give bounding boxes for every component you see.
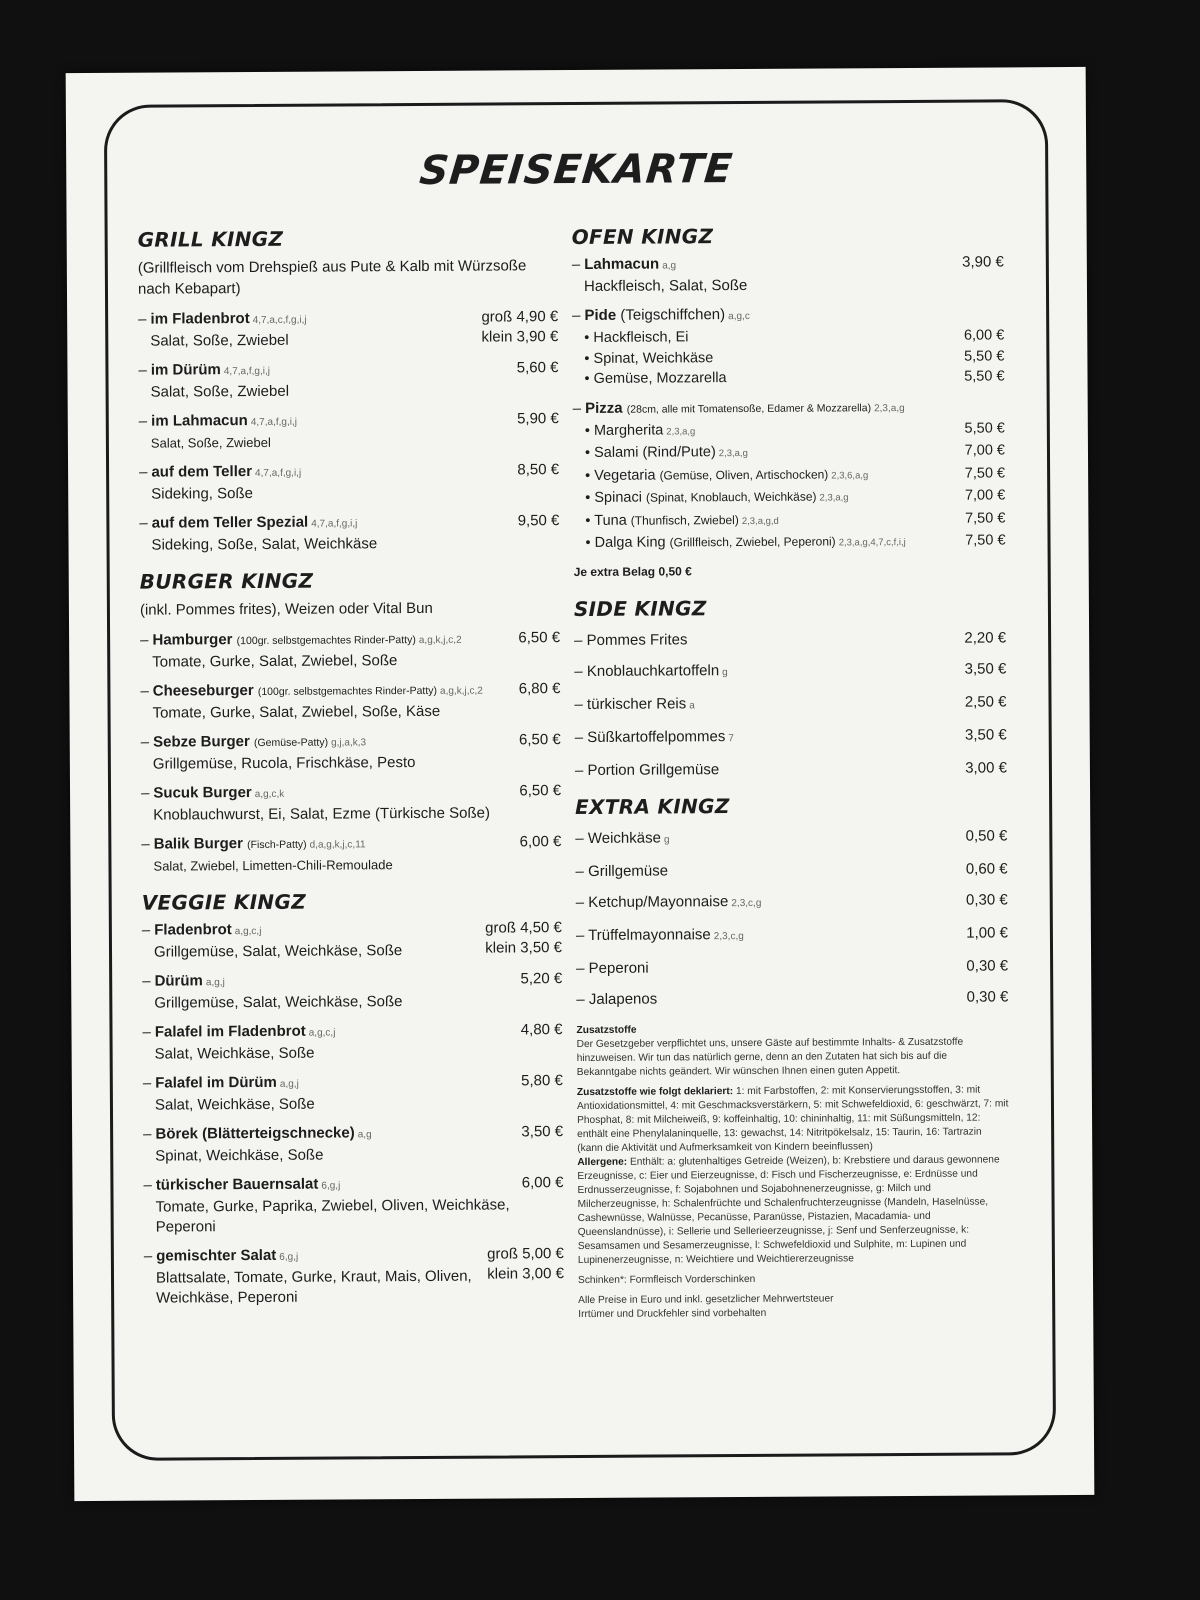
item-price-main: 5,80 €	[521, 1072, 563, 1090]
item-price	[521, 1122, 563, 1142]
sub-item: • Vegetaria (Gemüse, Oliven, Artischocken) 2,3,6,a,g 7,50 €	[573, 463, 1005, 488]
item-price-main: 5,90 €	[516, 410, 559, 428]
item-name: im Lahmacun	[151, 412, 248, 430]
veggie-item	[144, 1244, 564, 1309]
item-desc: Sideking, Soße, Salat, Weichkäse	[151, 535, 378, 554]
item-name: Börek (Blätterteigschnecke)	[155, 1124, 355, 1143]
extra-items	[575, 826, 1008, 1010]
grill-heading: GRILL KINGZ	[137, 226, 284, 252]
grill-item	[139, 511, 559, 556]
sub-item: • Gemüse, Mozzarella 5,50 €	[584, 368, 1005, 387]
item-price: 0,30 €	[966, 987, 1009, 1006]
grill-item-name-line: – im Fladenbrot 4,7,a,c,f,g,i,j	[138, 310, 307, 328]
extra-item: – Trüffelmayonnaise 2,3,c,g 1,00 €	[575, 923, 1008, 944]
item-desc: Salat, Weichkäse, Soße	[154, 1095, 315, 1114]
item-allergens: 7	[728, 732, 734, 744]
item-allergens: g	[722, 666, 728, 678]
item-name: Trüffelmayonnaise	[588, 925, 711, 944]
burger-item	[141, 781, 561, 826]
sub-item-price: 5,50 €	[964, 419, 1005, 437]
side-item: – Pommes Frites 2,20 €	[574, 628, 1007, 649]
item-name: Cheeseburger	[152, 681, 254, 700]
extra-section	[575, 792, 1008, 1010]
item-price	[481, 307, 558, 347]
item-name: Knoblauchkartoffeln	[586, 661, 720, 680]
item-price-main: 6,80 €	[518, 680, 561, 698]
lahmacun-price: 3,90 €	[962, 253, 1004, 271]
item-price-main: 5,20 €	[520, 970, 563, 988]
veggie-section	[142, 888, 565, 1309]
item-name: Sucuk Burger	[153, 784, 252, 802]
extra-item: – Ketchup/Mayonnaise 2,3,c,g 0,30 €	[575, 890, 1008, 911]
item-allergens: a,g,j	[279, 1078, 299, 1090]
extra-belag-note: Je extra Belag 0,50 €	[573, 563, 692, 579]
item-price-main: 5,60 €	[516, 359, 559, 377]
preise-note-1: Alle Preise in Euro und inkl. gesetzlicher Mehrwertsteuer	[578, 1292, 834, 1306]
grill-items	[138, 307, 559, 556]
item-allergens: d,a,g,k,j,c,11	[309, 839, 366, 851]
item-allergens: a,g,j	[205, 977, 225, 989]
item-desc: Tomate, Gurke, Salat, Zwiebel, Soße	[152, 652, 398, 671]
item-name: auf dem Teller Spezial	[151, 513, 309, 532]
item-desc: Tomate, Gurke, Paprika, Zwiebel, Oliven, Weichkäse, Peperoni	[155, 1196, 510, 1236]
menu-frame	[104, 99, 1056, 1461]
burger-item-name-line: – Cheeseburger (100gr. selbstgemachtes Rinder-Patty) a,g,k,j,c,2	[140, 681, 483, 700]
veggie-item	[142, 1020, 562, 1065]
sub-item-price: 6,00 €	[963, 327, 1005, 344]
veggie-item-name-line: – türkischer Bauernsalat 6,g,j	[143, 1175, 341, 1194]
sub-item: • Spinat, Weichkäse 5,50 €	[584, 347, 1005, 367]
sub-item-allergens: 2,3,a,g,4,7,c,f,i,j	[838, 537, 906, 549]
sub-item-note: (Gemüse, Oliven, Artischocken)	[659, 466, 829, 483]
item-allergens: a,g,k,j,c,2	[439, 685, 483, 697]
veggie-item	[143, 1122, 563, 1167]
item-price: 3,50 €	[964, 725, 1007, 744]
veggie-item	[143, 1071, 563, 1116]
grill-subtitle: (Grillfleisch vom Drehspieß aus Pute & Kalb mit Würzsoße nach Kebapart)	[137, 257, 527, 298]
extra-item: – Weichkäse g 0,50 €	[575, 826, 1008, 847]
pide-group: – Pide (Teigschiffchen) a,g,c • Hackfleisch, Ei 6,00 € • Spinat, Weichkäse 5,50 € • Gemüse, Mozzarella 5,50 €	[572, 303, 1005, 389]
sub-item: • Spinaci (Spinat, Knoblauch, Weichkäse) 2,3,a,g 7,00 €	[573, 485, 1005, 510]
item-desc: Salat, Zwiebel, Limetten-Chili-Remoulade	[153, 857, 393, 874]
item-desc: Salat, Weichkäse, Soße	[154, 1044, 315, 1063]
item-desc: Sideking, Soße	[151, 484, 254, 503]
grill-item-name-line: – im Dürüm 4,7,a,f,g,i,j	[138, 361, 271, 379]
item-price-main: 6,50 €	[519, 782, 562, 800]
item-note: (100gr. selbstgemachtes Rinder-Patty)	[257, 684, 438, 698]
sub-item-price: 7,00 €	[964, 487, 1006, 504]
grill-item	[139, 409, 559, 454]
item-desc: Spinat, Weichkäse, Soße	[155, 1146, 324, 1165]
zusatz-text: Der Gesetzgeber verpflichtet uns, unsere Gäste auf bestimmte Inhalts- & Zusatzstoffe hinzuweisen. Wir tun das natürlich gerne, denn an den Zutaten hat sich bis auf die Bekanntgabe nichts geändert. Wir wünschen Ihnen einen guten Appetit.	[576, 1036, 964, 1078]
item-note: (Fisch-Patty)	[247, 838, 307, 852]
sub-item-name: Margherita	[593, 421, 664, 439]
item-name: türkischer Bauernsalat	[155, 1175, 319, 1194]
item-price-small: klein 3,90 €	[481, 328, 559, 346]
grill-section	[138, 225, 560, 556]
grill-item-name-line: – auf dem Teller Spezial 4,7,a,f,g,i,j	[139, 513, 358, 532]
burger-item	[140, 628, 560, 673]
veggie-heading: VEGGIE KINGZ	[141, 889, 307, 915]
item-price	[520, 832, 562, 852]
sub-item-price: 7,00 €	[964, 442, 1006, 459]
item-name: Fladenbrot	[154, 921, 232, 939]
sub-item-name: Tuna	[594, 512, 627, 529]
menu-title: SPEISEKARTE	[417, 146, 736, 194]
item-desc: Salat, Soße, Zwiebel	[150, 434, 271, 451]
item-note: (Gemüse-Patty)	[253, 736, 329, 749]
lahmacun-allergens: a,g	[662, 260, 677, 272]
pizza-note: (28cm, alle mit Tomatensoße, Edamer & Mozzarella)	[626, 401, 872, 416]
veggie-item-name-line: – Fladenbrot a,g,c,j	[141, 921, 262, 939]
pide-note: (Teigschiffchen)	[620, 306, 726, 324]
veggie-item-name-line: – Falafel im Fladenbrot a,g,c,j	[142, 1022, 336, 1041]
sub-item-note: (Spinat, Knoblauch, Weichkäse)	[645, 489, 817, 505]
burger-subtitle: (inkl. Pommes frites), Weizen oder Vital Bun	[139, 599, 433, 619]
item-name: Jalapenos	[588, 990, 658, 1008]
item-name: Portion Grillgemüse	[587, 760, 720, 779]
extra-item: – Grillgemüse 0,60 €	[575, 859, 1008, 880]
lahmacun-name: Lahmacun	[584, 255, 660, 273]
sub-item-note: (Grillfleisch, Zwiebel, Peperoni)	[669, 534, 836, 550]
veggie-item-name-line: – Dürüm a,g,j	[142, 972, 225, 990]
item-allergens: g,j,a,k,3	[331, 737, 367, 749]
fine-print	[576, 1021, 1010, 1322]
item-price	[519, 730, 561, 750]
burger-item-name-line: – Sucuk Burger a,g,c,k	[140, 784, 285, 802]
item-name: auf dem Teller	[151, 462, 253, 481]
item-name: Falafel im Dürüm	[155, 1073, 277, 1092]
sub-item: • Margherita 2,3,a,g 5,50 €	[573, 418, 1005, 443]
item-allergens: a,g,c,j	[234, 925, 262, 938]
item-allergens: a,g,c,j	[308, 1027, 336, 1039]
item-price-main: groß 5,00 €	[487, 1245, 564, 1263]
burger-item-name-line: – Hamburger (100gr. selbstgemachtes Rinder-Patty) a,g,k,j,c,2	[140, 631, 462, 649]
item-desc: Salat, Soße, Zwiebel	[150, 331, 289, 350]
item-price-main: 6,50 €	[518, 629, 561, 647]
zusatz-heading: Zusatzstoffe	[576, 1024, 637, 1036]
item-price	[517, 460, 559, 480]
veggie-item-name-line: – Börek (Blätterteigschnecke) a,g	[143, 1124, 372, 1143]
item-allergens: 4,7,a,f,g,i,j	[255, 467, 302, 479]
item-price	[521, 1071, 563, 1091]
sub-item-name: Salami (Rind/Pute)	[594, 444, 716, 461]
item-desc: Salat, Soße, Zwiebel	[150, 382, 290, 401]
ofen-section	[572, 222, 1006, 578]
sub-item-price: 5,50 €	[964, 368, 1005, 385]
burger-section	[140, 567, 562, 877]
item-price-small: klein 3,50 €	[485, 939, 563, 957]
item-price-main: 8,50 €	[517, 461, 560, 479]
item-allergens: a,g	[357, 1129, 372, 1141]
sub-item-note: (Thunfisch, Zwiebel)	[630, 512, 739, 528]
deklariert-label: Zusatzstoffe wie folgt deklariert:	[576, 1085, 734, 1098]
item-price-small: klein 3,00 €	[487, 1265, 565, 1283]
item-desc: Grillgemüse, Rucola, Frischkäse, Pesto	[152, 754, 416, 773]
item-price-main: 3,50 €	[521, 1123, 564, 1141]
item-price: 0,30 €	[966, 956, 1009, 975]
item-name: Balik Burger	[153, 835, 243, 853]
sub-item: • Hackfleisch, Ei 6,00 €	[584, 327, 1005, 346]
veggie-item	[142, 918, 562, 963]
extra-item: – Jalapenos 0,30 €	[576, 987, 1009, 1008]
item-price-main: groß 4,50 €	[485, 919, 562, 937]
side-section	[574, 594, 1007, 781]
item-allergens: 4,7,a,f,g,i,j	[223, 365, 271, 378]
pizza-items	[573, 418, 1006, 556]
sub-item-price: 7,50 €	[964, 464, 1006, 482]
side-item: – türkischer Reis a 2,50 €	[574, 692, 1007, 713]
sub-item: • Salami (Rind/Pute) 2,3,a,g 7,00 €	[573, 440, 1005, 465]
item-allergens: a	[689, 699, 695, 711]
pizza-name: Pizza	[584, 399, 623, 417]
veggie-item-name-line: – gemischter Salat 6,g,j	[143, 1246, 299, 1265]
item-note: (100gr. selbstgemachtes Rinder-Patty)	[236, 634, 416, 648]
sub-item-name: Gemüse, Mozzarella	[593, 370, 727, 387]
lahmacun-desc: Hackfleisch, Salat, Soße	[583, 276, 748, 295]
item-price	[518, 628, 560, 648]
item-price: 2,50 €	[964, 692, 1007, 711]
item-price	[518, 511, 560, 531]
item-name: im Dürüm	[150, 361, 221, 379]
grill-item	[139, 460, 559, 505]
item-price	[487, 1244, 564, 1284]
grill-item-name-line: – auf dem Teller 4,7,a,f,g,i,j	[139, 462, 302, 481]
lahmacun-item: – Lahmacun a,g Hackfleisch, Salat, Soße 3,90 €	[572, 252, 1004, 297]
item-price	[522, 1173, 564, 1193]
grill-item	[138, 358, 558, 403]
item-allergens: a,g,k,j,c,2	[418, 634, 462, 646]
pizza-allergens: 2,3,a,g	[874, 402, 905, 414]
item-price	[519, 781, 561, 801]
item-price	[519, 679, 561, 699]
sub-item-allergens: 2,3,6,a,g	[831, 469, 869, 481]
item-desc: Knoblauchwurst, Ei, Salat, Ezme (Türkische Soße)	[153, 804, 491, 824]
item-name: Pommes Frites	[586, 630, 688, 649]
pide-name: Pide	[584, 306, 617, 324]
burger-items	[140, 628, 561, 877]
item-allergens: 2,3,c,g	[713, 930, 744, 942]
burger-heading: BURGER KINGZ	[139, 568, 314, 594]
schinken-note: Schinken*: Formfleisch Vorderschinken	[577, 1273, 756, 1286]
grill-item	[138, 307, 558, 352]
item-price	[517, 358, 559, 378]
preise-note-2: Irrtümer und Druckfehler sind vorbehalten	[578, 1307, 767, 1320]
side-item: – Süßkartoffelpommes 7 3,50 €	[574, 725, 1007, 746]
side-item: – Portion Grillgemüse 3,00 €	[574, 758, 1007, 779]
item-name: Weichkäse	[587, 829, 661, 847]
sub-item-allergens: 2,3,a,g	[819, 492, 849, 504]
item-desc: Tomate, Gurke, Salat, Zwiebel, Soße, Käse	[152, 702, 441, 722]
sub-item: • Dalga King (Grillfleisch, Zwiebel, Peperoni) 2,3,a,g,4,7,c,f,i,j 7,50 €	[573, 530, 1005, 555]
item-desc: Grillgemüse, Salat, Weichkäse, Soße	[153, 942, 403, 961]
item-price: 3,50 €	[964, 659, 1007, 678]
sub-item-name: Vegetaria	[594, 467, 656, 484]
veggie-items	[142, 918, 564, 1309]
pizza-group: – Pizza (28cm, alle mit Tomatensoße, Edamer & Mozzarella) 2,3,a,g • Margherita 2,3,a,g 5,50 € • Salami (Rind/Pute) 2,3,a,g 7,00 € • Vegetaria (Gemüse, Oliven, Artischocken) 2,3,6,a,g 7,50 € • Spinaci (Spinat, Knoblauch, Weichkäse) 2,3,a,g 7,00 € • Tuna (Thunfisch, Zwiebel) 2,3,a,g,d 7,50 € • Dalga King (Grillfleisch, Zwiebel, Peperoni) 2,3,a,g,4,7,c,f,i,j 7,50 €	[573, 396, 1006, 556]
sub-item-price: 7,50 €	[965, 509, 1006, 527]
sub-item-name: Hackfleisch, Ei	[593, 329, 689, 346]
sub-item-name: Dalga King	[594, 534, 666, 551]
pide-allergens: a,g,c	[728, 310, 750, 323]
burger-item	[141, 832, 561, 877]
item-price: 3,00 €	[965, 758, 1007, 777]
item-name: Hamburger	[152, 631, 233, 649]
item-allergens: g	[663, 833, 670, 845]
item-allergens: a,g,c,k	[254, 788, 285, 800]
menu-paper	[66, 67, 1095, 1501]
item-allergens: 6,g,j	[279, 1251, 299, 1263]
item-price: 0,50 €	[965, 826, 1008, 845]
item-price-main: 6,50 €	[518, 731, 561, 749]
sub-item-name: Spinat, Weichkäse	[593, 349, 714, 367]
side-items	[574, 628, 1007, 781]
item-price	[521, 1020, 563, 1040]
veggie-item	[142, 969, 562, 1014]
item-name: gemischter Salat	[156, 1246, 277, 1265]
sub-item-price: 7,50 €	[965, 532, 1006, 549]
item-name: Grillgemüse	[587, 861, 669, 880]
ofen-heading: OFEN KINGZ	[571, 224, 714, 250]
item-price	[520, 969, 562, 989]
item-price-main: 6,00 €	[521, 1174, 564, 1192]
item-price-main: groß 4,90 €	[481, 308, 559, 326]
burger-item-name-line: – Sebze Burger (Gemüse-Patty) g,j,a,k,3	[140, 733, 367, 751]
burger-item	[140, 679, 560, 724]
side-heading: SIDE KINGZ	[573, 595, 707, 621]
grill-item-name-line: – im Lahmacun 4,7,a,f,g,i,j	[138, 412, 297, 430]
item-price	[517, 409, 559, 429]
item-allergens: 4,7,a,c,f,g,i,j	[252, 314, 307, 326]
right-column	[572, 222, 1011, 1327]
burger-item	[141, 730, 561, 775]
item-price-main: 9,50 €	[517, 512, 560, 530]
item-desc: Grillgemüse, Salat, Weichkäse, Soße	[154, 993, 403, 1012]
sub-item-price: 5,50 €	[964, 347, 1005, 365]
allergene-label: Allergene:	[577, 1156, 628, 1168]
item-price-main: 4,80 €	[520, 1021, 563, 1039]
sub-item-allergens: 2,3,a,g	[718, 447, 748, 460]
item-price: 2,20 €	[964, 628, 1007, 647]
deklariert-text: 1: mit Farbstoffen, 2: mit Konservierungsstoffen, 3: mit Antioxidationsmittel, 4: mit Geschmacksverstärkern, 5: mit Schwefeldioxid, 6: geschwärzt, 7: mit Phosphat, 8: mit Milcheiweiß, 9: koffeinhaltig, 10: chininhaltig, 11: mit Süßungsmitteln, 12: enthält eine Phenylalaninquelle, 13: gewachst, 14: Nitritpökelsalz, 15: Taurin, 16: Tartrazin (kann die Aktivität und Aufmerksamkeit von Kindern beeinflussen)	[576, 1084, 1009, 1154]
item-price	[485, 918, 562, 958]
sub-item-allergens: 2,3,a,g,d	[741, 515, 779, 527]
item-price-main: 6,00 €	[519, 833, 562, 851]
left-column	[138, 225, 565, 1323]
item-price: 0,30 €	[965, 890, 1008, 909]
item-price: 0,60 €	[965, 859, 1008, 878]
sub-item: • Tuna (Thunfisch, Zwiebel) 2,3,a,g,d 7,50 €	[573, 508, 1005, 533]
item-allergens: 4,7,a,f,g,i,j	[250, 416, 297, 429]
item-allergens: 6,g,j	[321, 1180, 341, 1192]
veggie-item-name-line: – Falafel im Dürüm a,g,j	[142, 1073, 299, 1092]
burger-item-name-line: – Balik Burger (Fisch-Patty) d,a,g,k,j,c,11	[141, 835, 366, 853]
item-name: Falafel im Fladenbrot	[154, 1022, 306, 1041]
item-name: im Fladenbrot	[150, 310, 250, 328]
veggie-item	[143, 1173, 563, 1238]
item-name: Peperoni	[588, 959, 649, 977]
item-desc: Blattsalate, Tomate, Gurke, Kraut, Mais, Oliven, Weichkäse, Peperoni	[155, 1267, 472, 1307]
pide-items	[572, 325, 1004, 389]
sub-item-allergens: 2,3,a,g	[666, 425, 696, 437]
item-price: 1,00 €	[966, 923, 1008, 942]
side-item: – Knoblauchkartoffeln g 3,50 €	[574, 659, 1007, 680]
item-name: Süßkartoffelpommes	[587, 727, 726, 746]
item-name: Dürüm	[154, 972, 203, 990]
item-name: türkischer Reis	[586, 694, 687, 713]
item-name: Sebze Burger	[153, 733, 250, 751]
sub-item-name: Spinaci	[594, 489, 642, 506]
item-name: Ketchup/Mayonnaise	[588, 892, 729, 911]
item-allergens: 4,7,a,f,g,i,j	[311, 518, 358, 530]
extra-item: – Peperoni 0,30 €	[576, 956, 1009, 977]
allergene-text: Enthält: a: glutenhaltiges Getreide (Weizen), b: Krebstiere und daraus gewonnene Erzeugnisse, c: Eier und Eierzeugnisse, d: Fisch und Fischerzeugnisse, e: Erdnüsse und Erdnusserzeugnisse, f: Sojabohnen und Sojabohnenerzeugnisse, g: Milch und Milcherzeugnisse, h: Schalenfrüchte und Schalenfruchterzeugnisse (Mandeln, Haselnüsse, Cashewnüsse, Walnüsse, Pecanüsse, Paranüsse, Pistazien, Macadamia- und Queenslandnüsse), i: Sellerie und Sellerieerzeugnisse, j: Senf und Senferzeugnisse, k: Sesamsamen und Sesamerzeugnisse, l: Schwefeldioxid und Sulphite, m: Lupinen und Lupinenerzeugnisse, n: Weichtiere und Weichtiererzeugnisse	[577, 1153, 1000, 1266]
item-allergens: 2,3,c,g	[731, 897, 762, 909]
extra-heading: EXTRA KINGZ	[575, 793, 730, 819]
